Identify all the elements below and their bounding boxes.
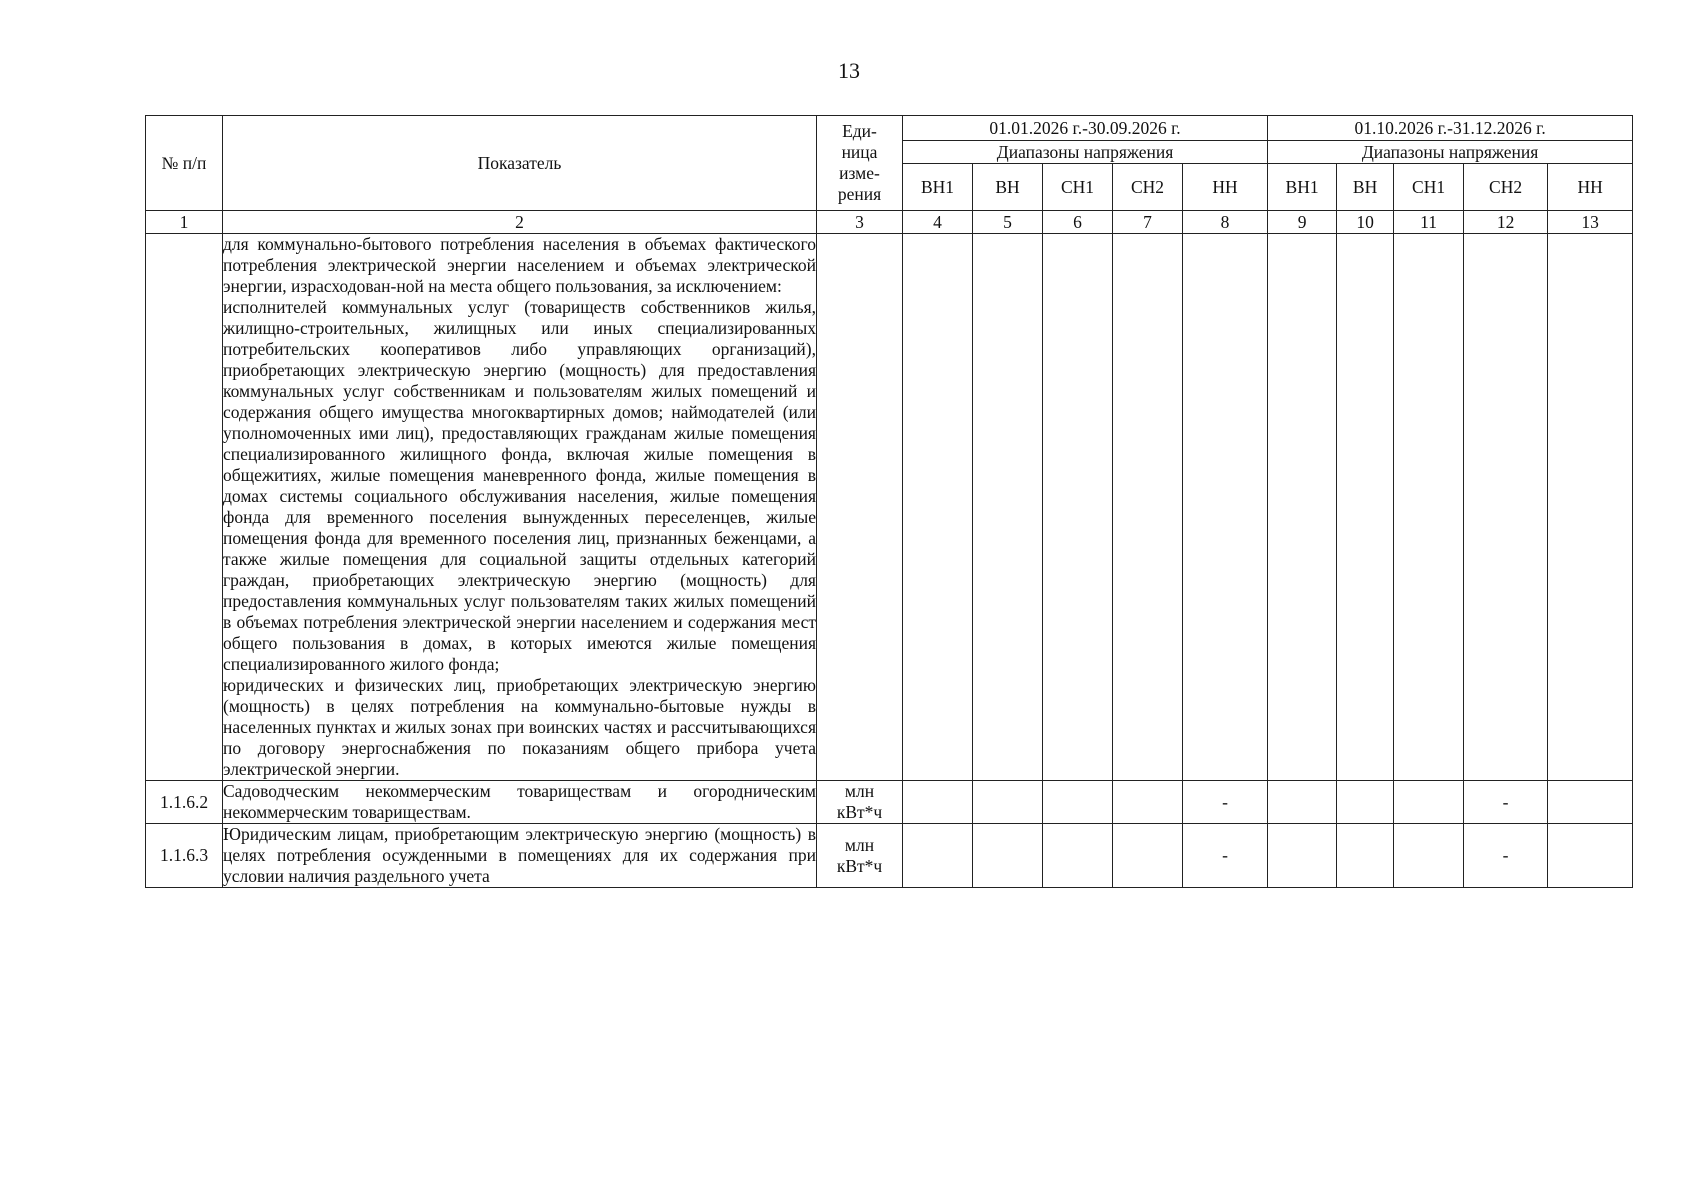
row-value — [973, 234, 1043, 781]
header-unit — [817, 116, 903, 211]
row-value — [1337, 234, 1394, 781]
row-value — [903, 781, 973, 824]
column-number-row — [146, 211, 1633, 234]
row-value — [1394, 781, 1464, 824]
column-number: 12 — [1464, 211, 1548, 234]
voltage-header: ВН — [973, 164, 1043, 211]
column-number: 2 — [223, 211, 817, 234]
header-unit-part: ница — [841, 142, 878, 162]
row-value — [903, 234, 973, 781]
column-number: 11 — [1394, 211, 1464, 234]
row-paragraph: юридических и физических лиц, приобретающих электрическую энергию (мощность) в целях потребления на коммунально-бытовые нужды в населенных пунктах и жилых зонах при воинских частях и рассчитывающихся по договору энергоснабжения по показаниям общего прибора учета электрической энергии. — [223, 675, 816, 779]
column-number: 5 — [973, 211, 1043, 234]
row-value — [1548, 234, 1633, 781]
header-indicator: Показатель — [223, 116, 817, 211]
row-unit-part: кВт*ч — [836, 855, 883, 876]
header-period-2: 01.10.2026 г.-31.12.2026 г. — [1268, 116, 1633, 141]
header-unit-part: Еди- — [842, 121, 877, 141]
header-period-1: 01.01.2026 г.-30.09.2026 г. — [903, 116, 1268, 141]
column-number: 3 — [817, 211, 903, 234]
row-value — [1464, 234, 1548, 781]
voltage-header: СН2 — [1464, 164, 1548, 211]
row-value — [1394, 824, 1464, 888]
row-value — [1183, 234, 1268, 781]
row-paragraph: исполнителей коммунальных услуг (товариществ собственников жилья, жилищно-строительных, жилищных или иных специализированных потребительских кооперативов либо управляющих организаций), приобретающих электрическую энергию (мощность) для предоставления коммунальных услуг собственникам и пользователям жилых помещений и содержания общего имущества многоквартирных домов; наймодателей (или уполномоченных ими лиц), предоставляющих гражданам жилые помещения специализированного жилищного фонда, включая жилые помещения в общежитиях, жилые помещения маневренного фонда, жилые помещения в домах системы социального обслуживания населения, жилые помещения фонда для временного поселения вынужденных переселенцев, жилые помещения фонда для временного поселения лиц, признанных беженцами, а также жилые помещения для социальной защиты отдельных категорий граждан, приобретающих электрическую энергию (мощность) для предоставления коммунальных услуг пользователям таких жилых помещений в объемах потребления электрической энергии населением и содержания мест общего пользования в домах, в которых имеются жилые помещения специализированного жилого фонда; — [223, 297, 816, 674]
column-number: 1 — [146, 211, 223, 234]
row-value — [1043, 824, 1113, 888]
row-value — [1337, 781, 1394, 824]
page-number: 13 — [838, 58, 860, 83]
voltage-header: НН — [1183, 164, 1268, 211]
header-unit-part: рения — [837, 184, 882, 204]
voltage-header: ВН — [1337, 164, 1394, 211]
row-unit-part: млн — [844, 781, 875, 801]
row-paragraph: для коммунально-бытового потребления населения в объемах фактического потребления электрической энергии населением и объемах электрической энергии, израсходован-ной на места общего пользования, за исключением: — [223, 234, 816, 296]
row-value — [1268, 234, 1337, 781]
row-code — [146, 234, 223, 781]
row-description — [223, 234, 817, 781]
tariff-table — [145, 115, 1633, 888]
row-value — [973, 824, 1043, 888]
header-num: № п/п — [146, 116, 223, 211]
voltage-header: СН1 — [1043, 164, 1113, 211]
row-description — [223, 824, 817, 888]
voltage-header: СН1 — [1394, 164, 1464, 211]
row-value — [903, 824, 973, 888]
header-unit-part: изме- — [839, 163, 880, 183]
column-number: 4 — [903, 211, 973, 234]
row-code: 1.1.6.2 — [146, 781, 223, 824]
row-value — [1268, 781, 1337, 824]
row-value: - — [1183, 781, 1268, 824]
header-ranges-1: Диапазоны напряжения — [903, 141, 1268, 164]
row-description — [223, 781, 817, 824]
row-unit — [817, 824, 903, 888]
row-value — [973, 781, 1043, 824]
row-value — [1548, 824, 1633, 888]
table-row — [146, 824, 1633, 888]
row-value: - — [1464, 781, 1548, 824]
row-unit-part: кВт*ч — [836, 802, 883, 822]
voltage-header: ВН1 — [1268, 164, 1337, 211]
row-unit — [817, 781, 903, 824]
row-value — [1548, 781, 1633, 824]
header-row-periods — [146, 116, 1633, 141]
column-number: 6 — [1043, 211, 1113, 234]
voltage-header: ВН1 — [903, 164, 973, 211]
column-number: 13 — [1548, 211, 1633, 234]
row-value — [1113, 824, 1183, 888]
row-value — [1268, 824, 1337, 888]
row-value — [1394, 234, 1464, 781]
column-number: 9 — [1268, 211, 1337, 234]
voltage-header: СН2 — [1113, 164, 1183, 211]
row-unit-part: млн — [844, 834, 875, 855]
table-row — [146, 781, 1633, 824]
column-number: 7 — [1113, 211, 1183, 234]
row-paragraph: Юридическим лицам, приобретающим электрическую энергию (мощность) в целях потребления осужденными в помещениях для их содержания при условии наличия раздельного учета — [223, 824, 816, 886]
row-value — [1043, 234, 1113, 781]
voltage-header: НН — [1548, 164, 1633, 211]
row-value — [1113, 234, 1183, 781]
row-paragraph: Садоводческим некоммерческим товариществам и огородническим некоммерческим товариществам. — [223, 781, 816, 822]
row-value: - — [1183, 824, 1268, 888]
table-row — [146, 234, 1633, 781]
header-ranges-2: Диапазоны напряжения — [1268, 141, 1633, 164]
row-unit — [817, 234, 903, 781]
row-value — [1113, 781, 1183, 824]
row-code: 1.1.6.3 — [146, 824, 223, 888]
row-value — [1043, 781, 1113, 824]
column-number: 8 — [1183, 211, 1268, 234]
row-value — [1337, 824, 1394, 888]
column-number: 10 — [1337, 211, 1394, 234]
row-value: - — [1464, 824, 1548, 888]
